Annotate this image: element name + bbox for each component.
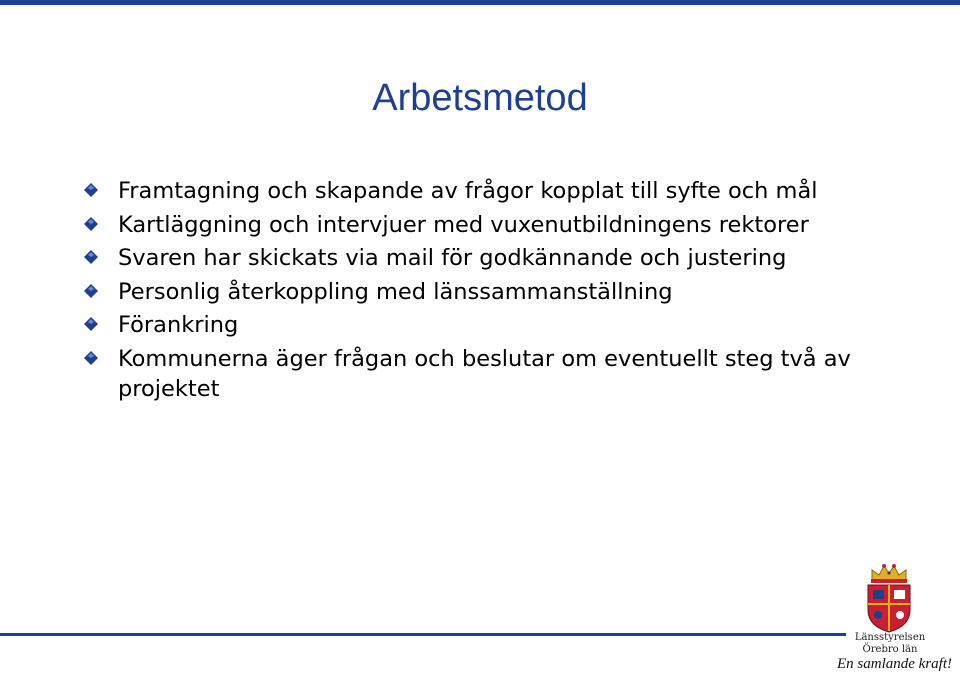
slide-title: Arbetsmetod <box>372 77 588 119</box>
bullet-text: Kartläggning och intervjuer med vuxenutbildningens rektorer <box>118 211 809 238</box>
county-crest-icon <box>864 560 914 634</box>
bullet-text: Personlig återkoppling med länssammanställning <box>118 278 673 305</box>
bullet-item <box>80 276 900 310</box>
bullet-list <box>80 175 900 404</box>
tagline: En samlande kraft! <box>837 656 952 672</box>
bullet-item <box>80 175 900 209</box>
bullet-item <box>80 209 900 243</box>
diamond-bullet-icon <box>84 183 98 197</box>
top-accent-bar <box>0 0 960 5</box>
bullet-item <box>80 242 900 276</box>
bottom-accent-bar <box>0 633 846 636</box>
bullet-text: Svaren har skickats via mail för godkännande och justering <box>118 245 787 271</box>
org-name-line1: Länsstyrelsen <box>854 632 926 643</box>
diamond-bullet-icon <box>84 217 98 231</box>
organization-name <box>850 632 930 656</box>
org-name-line2: Örebro län <box>862 644 918 655</box>
bullet-text: Framtagning och skapande av frågor kopplat till syfte och mål <box>118 178 818 204</box>
bullet-item <box>80 343 900 404</box>
bullet-text: Kommunerna äger frågan och beslutar om eventuellt steg två av projektet <box>118 345 851 402</box>
diamond-bullet-icon <box>84 250 98 264</box>
diamond-bullet-icon <box>84 317 98 331</box>
bullet-text: Förankring <box>118 312 239 338</box>
diamond-bullet-icon <box>84 284 98 298</box>
bullet-item <box>80 309 900 343</box>
diamond-bullet-icon <box>84 351 98 365</box>
